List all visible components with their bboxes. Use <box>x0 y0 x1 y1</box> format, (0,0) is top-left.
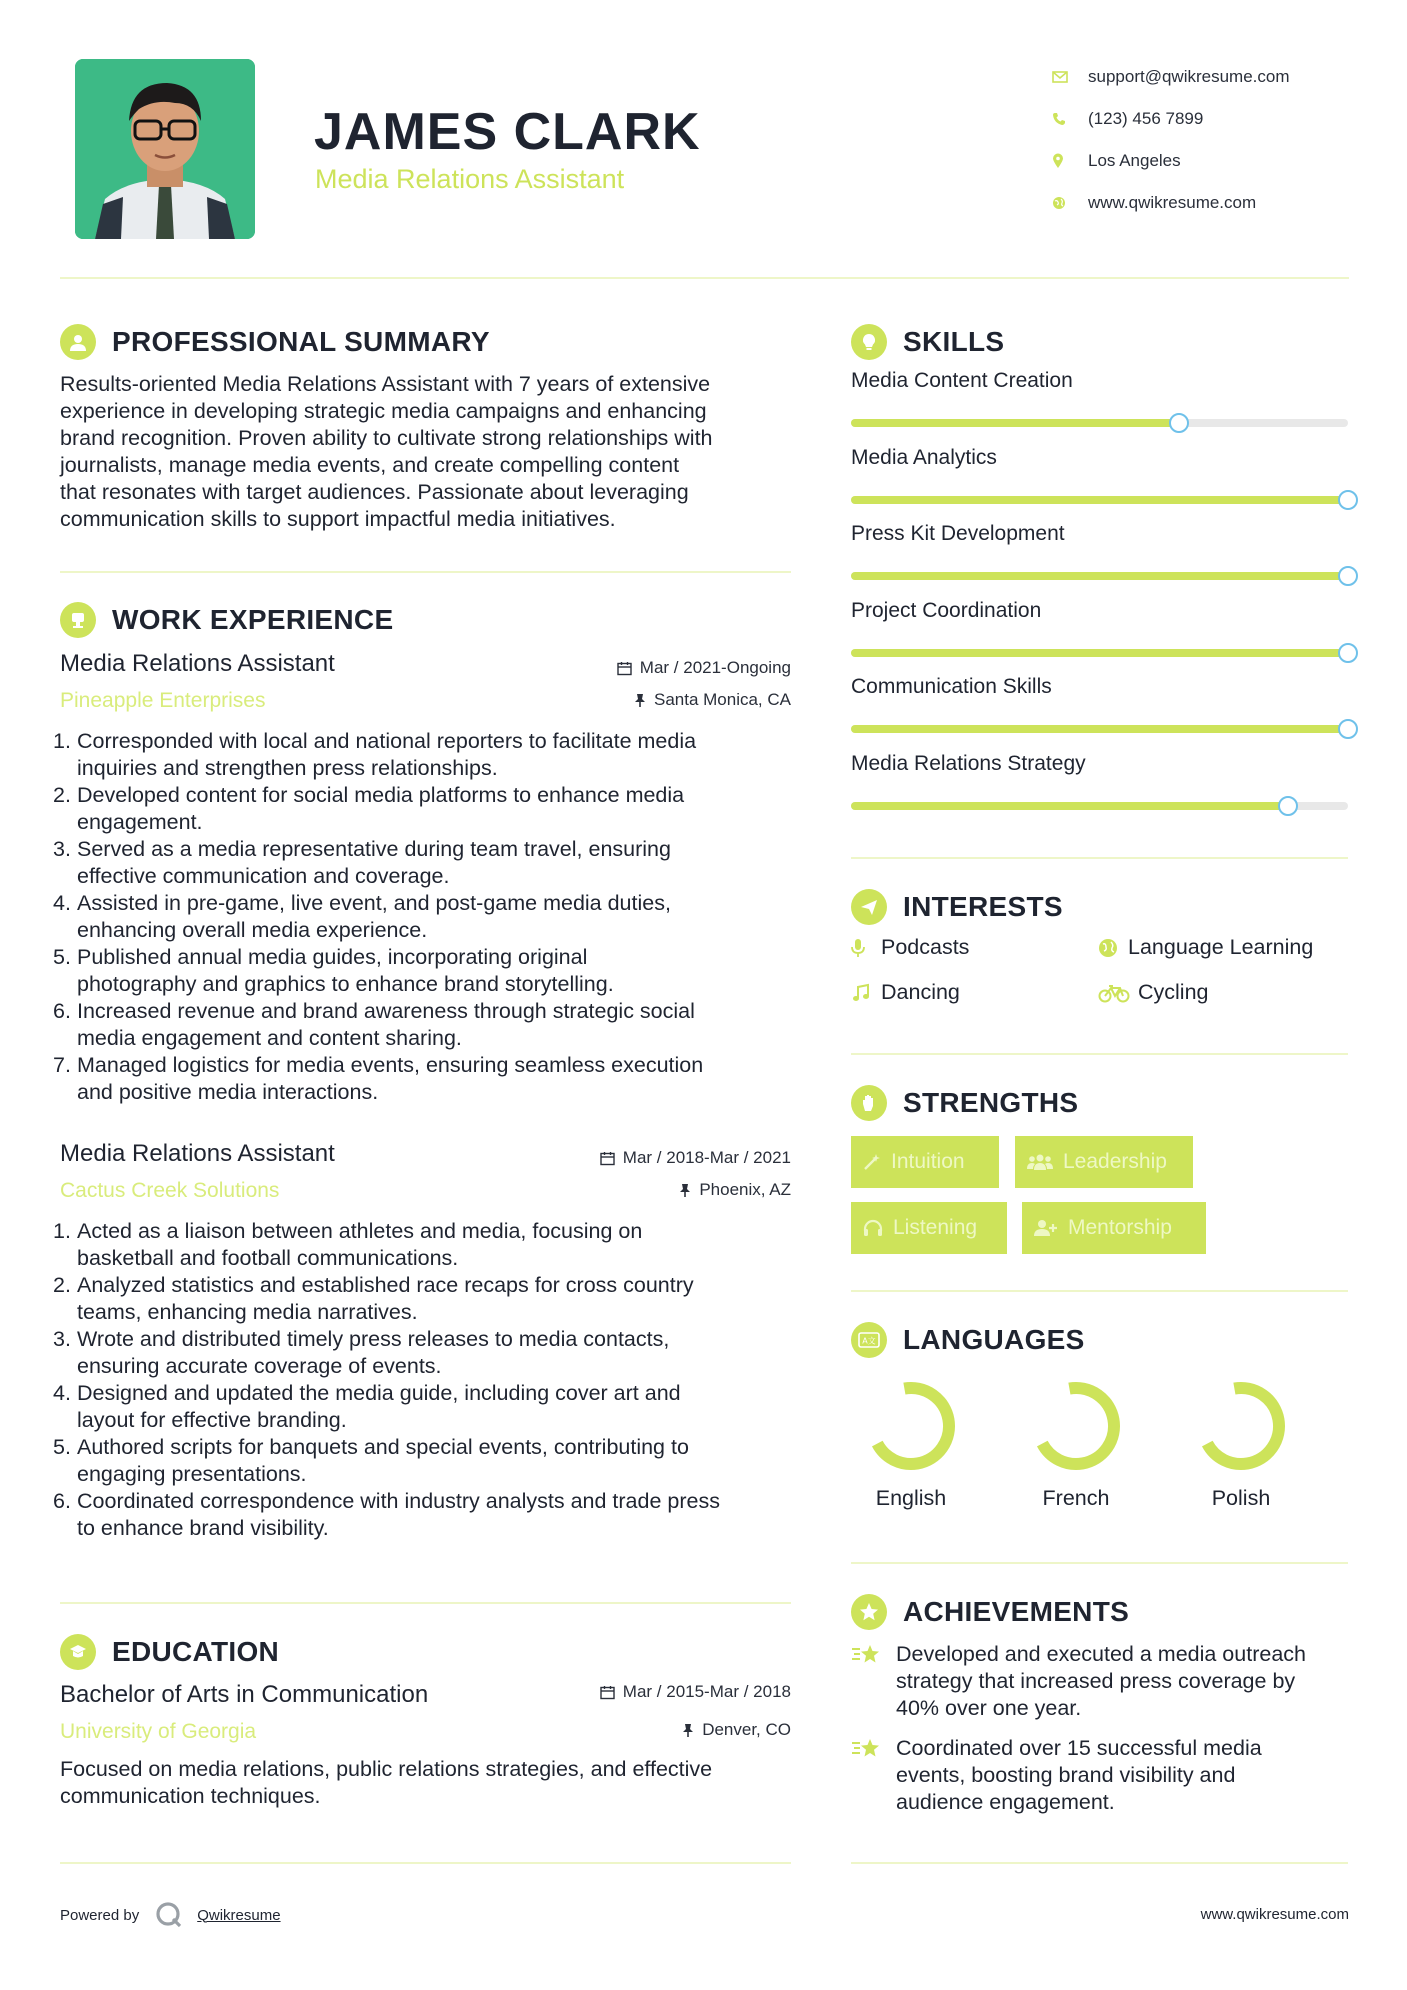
section-divider <box>851 857 1348 859</box>
lightbulb-icon <box>851 324 887 360</box>
contact-list <box>1052 56 1352 224</box>
strengths-title: STRENGTHS <box>903 1087 1079 1118</box>
briefcase-icon <box>60 602 96 638</box>
achievement-item <box>851 1641 1351 1722</box>
phone-icon <box>1052 112 1088 126</box>
language-item <box>1011 1376 1141 1511</box>
microphone-icon <box>851 938 881 958</box>
skill-track <box>851 802 1348 810</box>
hand-icon <box>851 1085 887 1121</box>
interest-item <box>851 935 969 960</box>
achievements-heading <box>851 1594 1129 1630</box>
skill-knob <box>1338 566 1358 586</box>
list-item: 2. Developed content for social media platforms to enhance media engagement. <box>53 783 685 834</box>
skill-name: Communication Skills <box>851 675 1052 698</box>
calendar-icon <box>617 661 632 676</box>
summary-line: communication skills to support impactful media initiatives. <box>60 507 616 531</box>
job-location <box>500 690 791 710</box>
skill-name: Press Kit Development <box>851 522 1065 545</box>
skill-knob <box>1169 413 1189 433</box>
job-title: Media Relations Assistant <box>60 1140 335 1167</box>
skill-fill <box>851 419 1179 427</box>
skills-title: SKILLS <box>903 326 1005 357</box>
skill-name: Media Relations Strategy <box>851 752 1086 775</box>
candidate-name: JAMES CLARK <box>314 103 701 161</box>
work-title: WORK EXPERIENCE <box>112 604 394 635</box>
skill-track <box>851 649 1348 657</box>
interest-label: Podcasts <box>881 935 970 959</box>
work-heading <box>60 602 393 638</box>
interest-item <box>1098 935 1313 960</box>
bicycle-icon <box>1098 983 1138 1003</box>
strength-tag <box>851 1136 999 1188</box>
globe-icon <box>1098 938 1128 958</box>
section-divider <box>851 1562 1348 1564</box>
education-location <box>500 1720 791 1740</box>
contact-location-text: Los Angeles <box>1088 151 1181 170</box>
degree-title: Bachelor of Arts in Communication <box>60 1681 429 1708</box>
summary-line: that resonates with target audiences. Passionate about leveraging <box>60 480 689 504</box>
qwikresume-link[interactable]: Qwikresume <box>197 1906 281 1924</box>
language-name: French <box>1042 1486 1110 1510</box>
job-company: Cactus Creek Solutions <box>60 1179 280 1202</box>
skill-knob <box>1338 719 1358 739</box>
contact-email[interactable] <box>1052 56 1352 98</box>
list-item: 6. Increased revenue and brand awareness through strategic social media engagement and content sharing. <box>53 999 695 1050</box>
interests-title: INTERESTS <box>903 891 1063 922</box>
magic-wand-icon <box>863 1153 881 1171</box>
star-icon <box>851 1594 887 1630</box>
job-location <box>500 1180 791 1200</box>
interest-label: Cycling <box>1138 980 1209 1004</box>
education-date-text: Mar / 2015-Mar / 2018 <box>622 1682 791 1701</box>
skill-item <box>851 522 1348 580</box>
graduation-icon <box>60 1634 96 1670</box>
languages-title: LANGUAGES <box>903 1324 1085 1355</box>
skill-fill <box>851 802 1288 810</box>
job-location-text: Phoenix, AZ <box>699 1180 791 1199</box>
skill-item <box>851 675 1348 733</box>
section-divider <box>851 1862 1348 1864</box>
interest-item <box>1098 980 1209 1005</box>
list-item: 1. Corresponded with local and national reporters to facilitate media inquiries and strengthen press relationships. <box>53 729 697 780</box>
skill-fill <box>851 496 1348 504</box>
music-icon <box>851 983 881 1003</box>
interest-label: Dancing <box>881 980 960 1004</box>
language-ring <box>861 1376 961 1476</box>
calendar-icon <box>600 1685 615 1700</box>
strength-label: Listening <box>893 1216 978 1239</box>
strength-label: Mentorship <box>1068 1216 1172 1239</box>
strengths-heading <box>851 1085 1078 1121</box>
education-heading <box>60 1634 279 1670</box>
skill-item <box>851 369 1348 427</box>
contact-website-text: www.qwikresume.com <box>1088 193 1257 212</box>
shooting-star-icon <box>851 1735 896 1816</box>
skill-track <box>851 725 1348 733</box>
contact-location <box>1052 140 1352 182</box>
list-item: 5. Authored scripts for banquets and special events, contributing to engaging presentations. <box>53 1435 689 1486</box>
footer-site[interactable]: www.qwikresume.com <box>1200 1906 1349 1923</box>
job-company: Pineapple Enterprises <box>60 689 266 712</box>
strength-tag <box>1015 1136 1193 1188</box>
shooting-star-icon <box>851 1641 896 1722</box>
list-item: 3. Wrote and distributed timely press releases to media contacts, ensuring accurate coverage of events. <box>53 1327 670 1378</box>
section-divider <box>60 1862 791 1864</box>
interest-item <box>851 980 960 1005</box>
job-location-text: Santa Monica, CA <box>653 690 791 709</box>
interest-label: Language Learning <box>1128 935 1314 959</box>
users-icon <box>1027 1153 1053 1171</box>
job-date <box>500 658 791 678</box>
footer-powered <box>60 1901 281 1929</box>
education-title: EDUCATION <box>112 1636 280 1667</box>
language-name: English <box>875 1486 947 1510</box>
skill-knob <box>1278 796 1298 816</box>
list-item: 2. Analyzed statistics and established race recaps for cross country teams, enhancing media narratives. <box>53 1273 694 1324</box>
skill-name: Media Analytics <box>851 446 997 469</box>
achievement-item <box>851 1735 1351 1816</box>
job-duties <box>53 728 797 1106</box>
headphones-icon <box>863 1219 883 1237</box>
paper-plane-icon <box>851 889 887 925</box>
strength-label: Intuition <box>891 1150 965 1173</box>
summary-text <box>60 371 800 533</box>
skill-item <box>851 599 1348 657</box>
list-item: 7. Managed logistics for media events, ensuring seamless execution and positive media interactions. <box>53 1053 704 1104</box>
envelope-icon <box>1052 71 1088 83</box>
contact-email-text: support@qwikresume.com <box>1088 67 1290 86</box>
summary-line: brand recognition. Proven ability to cultivate strong relationships with <box>60 426 713 450</box>
skill-fill <box>851 649 1348 657</box>
strength-tag <box>851 1202 1007 1254</box>
contact-website[interactable] <box>1052 182 1352 224</box>
skill-track <box>851 572 1348 580</box>
language-item <box>1176 1376 1306 1511</box>
skill-knob <box>1338 643 1358 663</box>
section-divider <box>851 1053 1348 1055</box>
skill-name: Media Content Creation <box>851 369 1073 392</box>
job-date-text: Mar / 2021-Ongoing <box>639 658 791 677</box>
job-date <box>500 1148 791 1168</box>
summary-line: journalists, manage media events, and create compelling content <box>60 453 680 477</box>
summary-heading <box>60 324 490 360</box>
achievement-text: Developed and executed a media outreach strategy that increased press coverage by 40% over one year. <box>896 1642 1306 1720</box>
header-divider <box>60 277 1349 279</box>
language-ring <box>1026 1376 1126 1476</box>
calendar-icon <box>600 1151 615 1166</box>
interests-heading <box>851 889 1063 925</box>
skill-item <box>851 446 1348 504</box>
skill-name: Project Coordination <box>851 599 1042 622</box>
skill-item <box>851 752 1348 810</box>
school-name: University of Georgia <box>60 1720 257 1743</box>
skill-knob <box>1338 490 1358 510</box>
achievement-text: Coordinated over 15 successful media events, boosting brand visibility and audience engagement. <box>896 1736 1262 1814</box>
education-location-text: Denver, CO <box>702 1720 791 1739</box>
list-item: 3. Served as a media representative during team travel, ensuring effective communication and coverage. <box>53 837 671 888</box>
section-divider <box>60 1602 791 1604</box>
strength-label: Leadership <box>1063 1150 1167 1173</box>
profile-photo <box>75 59 255 239</box>
section-divider <box>60 571 791 573</box>
powered-by-label: Powered by <box>60 1906 140 1924</box>
candidate-headline: Media Relations Assistant <box>315 164 625 194</box>
summary-line: Results-oriented Media Relations Assistant with 7 years of extensive <box>60 372 711 396</box>
contact-phone-text: (123) 456 7899 <box>1088 109 1204 128</box>
section-divider <box>851 1290 1348 1292</box>
job-title: Media Relations Assistant <box>60 650 335 677</box>
achievements-title: ACHIEVEMENTS <box>903 1596 1130 1627</box>
education-date <box>500 1682 791 1702</box>
globe-icon <box>1052 196 1088 210</box>
education-description: Focused on media relations, public relations strategies, and effective communication techniques. <box>60 1757 713 1808</box>
skills-heading <box>851 324 1004 360</box>
summary-title: PROFESSIONAL SUMMARY <box>112 326 490 357</box>
pushpin-icon <box>634 693 646 708</box>
skill-fill <box>851 725 1348 733</box>
pushpin-icon <box>682 1723 694 1738</box>
user-icon <box>60 324 96 360</box>
list-item: 4. Designed and updated the media guide, including cover art and layout for effective branding. <box>53 1381 681 1432</box>
language-item <box>846 1376 976 1511</box>
pushpin-icon <box>679 1183 691 1198</box>
skill-track <box>851 419 1348 427</box>
map-pin-icon <box>1052 153 1088 169</box>
strength-tag <box>1022 1202 1206 1254</box>
skill-track <box>851 496 1348 504</box>
list-item: 6. Coordinated correspondence with industry analysts and trade press to enhance brand visibility. <box>53 1489 720 1540</box>
language-name: Polish <box>1211 1486 1271 1510</box>
language-ring <box>1191 1376 1291 1476</box>
job-duties <box>53 1218 797 1542</box>
language-icon <box>851 1322 887 1358</box>
summary-line: experience in developing strategic media campaigns and enhancing <box>60 399 707 423</box>
languages-heading <box>851 1322 1085 1358</box>
list-item: 5. Published annual media guides, incorporating original photography and graphics to enhance brand storytelling. <box>53 945 614 996</box>
user-plus-icon <box>1034 1219 1058 1237</box>
svg-text:A文: A文 <box>862 1336 876 1346</box>
list-item: 4. Assisted in pre-game, live event, and post-game media duties, enhancing overall media experience. <box>53 891 671 942</box>
skill-fill <box>851 572 1348 580</box>
contact-phone[interactable] <box>1052 98 1352 140</box>
job-date-text: Mar / 2018-Mar / 2021 <box>622 1148 791 1167</box>
list-item: 1. Acted as a liaison between athletes and media, focusing on basketball and football communications. <box>53 1219 643 1270</box>
qwikresume-logo-icon <box>155 1901 183 1929</box>
